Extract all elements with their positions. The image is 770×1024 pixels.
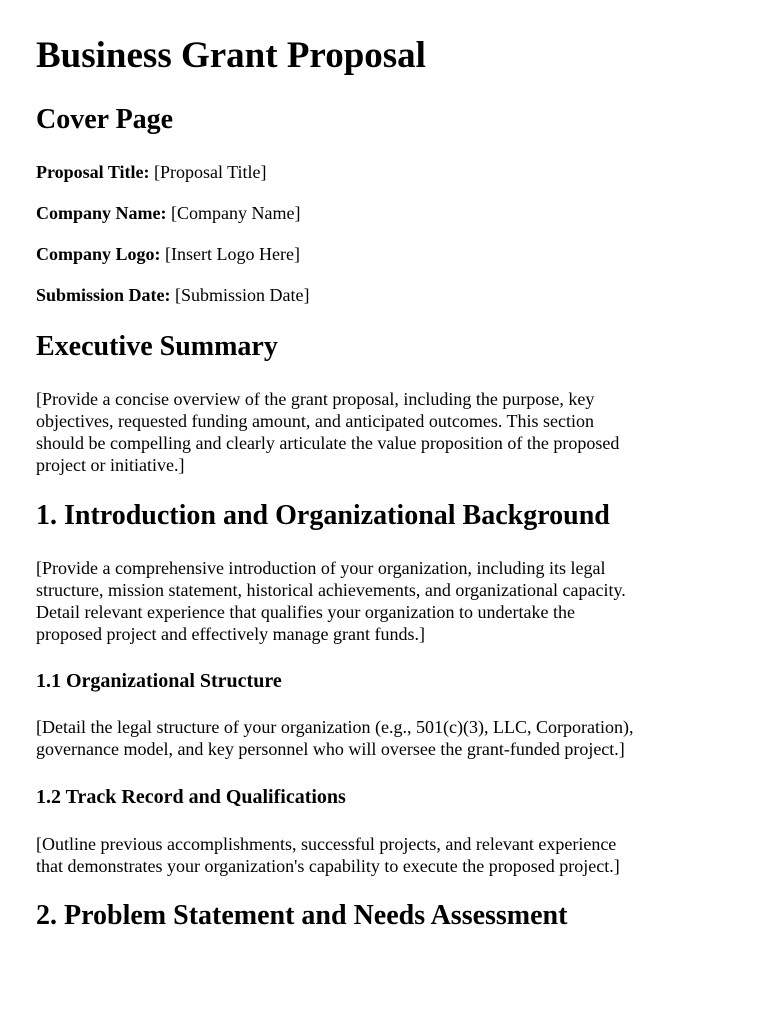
field-label: Company Logo:: [36, 244, 161, 264]
text-line: should be compelling and clearly articulate the value proposition of the proposed: [36, 433, 620, 453]
section-1-1-text: [36, 716, 736, 760]
proposal-title-field: [36, 161, 267, 183]
text-line: governance model, and key personnel who will oversee the grant-funded project.]: [36, 739, 625, 759]
text-line: structure, mission statement, historical achievements, and organizational capacity.: [36, 580, 626, 600]
text-line: Detail relevant experience that qualifies your organization to undertake the: [36, 602, 575, 622]
text-line: proposed project and effectively manage grant funds.]: [36, 624, 426, 644]
text-line: project or initiative.]: [36, 455, 185, 475]
field-label: Proposal Title:: [36, 162, 150, 182]
section-1-1-heading: 1.1 Organizational Structure: [36, 670, 282, 692]
company-logo-field: [36, 243, 300, 265]
text-line: [Detail the legal structure of your organization (e.g., 501(c)(3), LLC, Corporation),: [36, 717, 634, 737]
section-1-text: [36, 557, 736, 645]
text-line: that demonstrates your organization's capability to execute the proposed project.]: [36, 856, 620, 876]
document-title: Business Grant Proposal: [36, 35, 426, 76]
field-label: Submission Date:: [36, 285, 171, 305]
field-value: [Insert Logo Here]: [165, 244, 300, 264]
field-value: [Company Name]: [171, 203, 301, 223]
company-name-field: [36, 202, 300, 224]
section-1-heading: 1. Introduction and Organizational Background: [36, 500, 610, 531]
section-2-heading: 2. Problem Statement and Needs Assessment: [36, 900, 568, 931]
field-value: [Submission Date]: [175, 285, 310, 305]
submission-date-field: [36, 284, 310, 306]
section-1-2-text: [36, 833, 736, 877]
field-label: Company Name:: [36, 203, 167, 223]
section-1-2-heading: 1.2 Track Record and Qualifications: [36, 786, 346, 808]
text-line: [Provide a concise overview of the grant proposal, including the purpose, key: [36, 389, 595, 409]
field-value: [Proposal Title]: [154, 162, 267, 182]
cover-page-heading: Cover Page: [36, 104, 174, 135]
text-line: [Outline previous accomplishments, successful projects, and relevant experience: [36, 834, 617, 854]
executive-summary-heading: Executive Summary: [36, 331, 278, 362]
executive-summary-text: [36, 388, 736, 476]
text-line: objectives, requested funding amount, and anticipated outcomes. This section: [36, 411, 595, 431]
text-line: [Provide a comprehensive introduction of your organization, including its legal: [36, 558, 606, 578]
